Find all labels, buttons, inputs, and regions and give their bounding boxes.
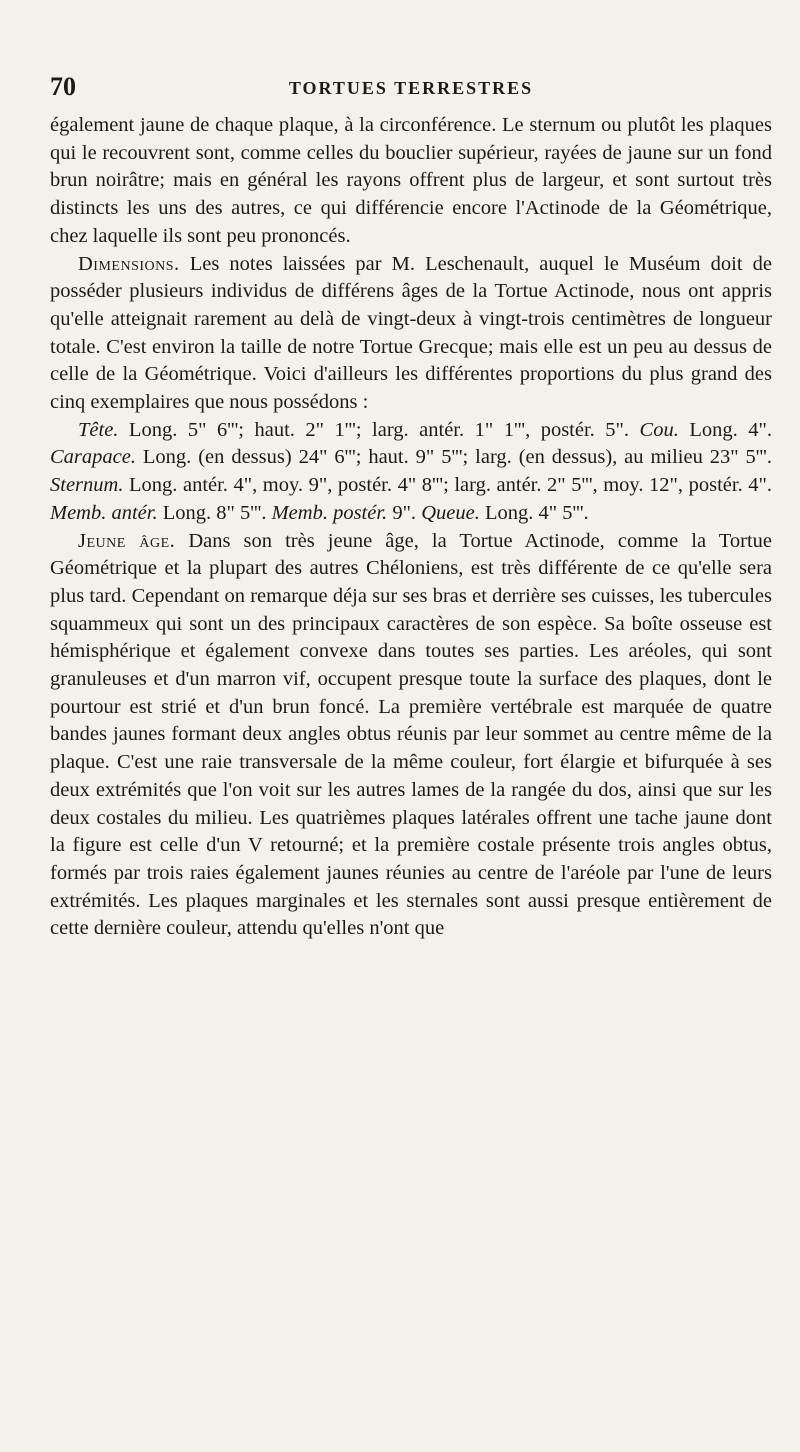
running-title: TORTUES TERRESTRES <box>288 78 534 98</box>
paragraph-dimensions <box>50 251 772 417</box>
paragraph-jeune-age <box>50 528 772 944</box>
measure-value-memb-poster: 9". <box>387 501 422 524</box>
book-page <box>50 72 772 943</box>
section-heading-jeune-age: Jeune âge. <box>78 529 176 552</box>
measure-value-memb-anter: Long. 8" 5'''. <box>157 501 272 524</box>
measure-label-carapace: Carapace. <box>50 446 136 469</box>
paragraph-text: Les notes laissées par M. Leschenault, auquel le Muséum doit de posséder plusieurs individus de différens âges de la Tortue Actinode, nous ont appris qu'elle atteignait rarement au delà de vingt-deux à vingt-trois centimètres de longueur totale. C'est environ la taille de notre Tortue Grecque; mais elle est un peu au dessus de celle de la Géométrique. Voici d'ailleurs les différentes proportions du plus grand des cinq exemplaires que nous possédons : <box>50 252 772 414</box>
measure-label-queue: Queue. <box>421 501 480 524</box>
measure-value-carapace: Long. (en dessus) 24" 6'''; haut. 9" 5'''; larg. (en dessus), au milieu 23" 5'''. <box>135 446 772 469</box>
measure-value-cou: Long. 4". <box>678 418 773 441</box>
body-text <box>50 112 772 943</box>
page-number: 70 <box>50 72 76 101</box>
measure-label-cou: Cou. <box>639 418 679 441</box>
measure-value-sternum: Long. antér. 4", moy. 9", postér. 4" 8'''; larg. antér. 2" 5''', moy. 12", postér. 4". <box>123 474 772 497</box>
section-heading-dimensions: Dimensions. <box>78 252 180 275</box>
measure-label-memb-anter: Memb. antér. <box>50 501 158 524</box>
measure-value-queue: Long. 4" 5'''. <box>479 501 589 524</box>
paragraph-text: également jaune de chaque plaque, à la circonférence. Le sternum ou plutôt les plaques qui le recouvrent sont, comme celles du bouclier supérieur, rayées de jaune sur un fond brun noirâtre; mais en général les rayons offrent plus de largeur, et sont surtout très distincts les uns des autres, ce qui différencie encore l'Actinode de la Géométrique, chez laquelle ils sont peu prononcés. <box>50 114 772 247</box>
paragraph-text: Dans son très jeune âge, la Tortue Actinode, comme la Tortue Géométrique et la plupart des autres Chéloniens, est très différente de ce qu'elle sera plus tard. Cependant on remarque déja sur ses bras et derrière ses cuisses, les tubercules squammeux qui sont un des principaux caractères de son espèce. Sa boîte osseuse est hémisphérique et également convexe dans toutes ses parties. Les aréoles, qui sont granuleuses et d'un marron vif, occupent presque toute la surface des plaques, dont le pourtour est strié et d'un brun foncé. La première vertébrale est marquée de quatre bandes jaunes formant deux angles obtus réunis par leur sommet au centre même de la plaque. C'est une raie transversale de la même couleur, fort élargie et bifurquée à ses deux extrémités que l'on voit sur les autres lames de la rangée du dos, ainsi que sur les deux costales du milieu. Les quatrièmes plaques latérales offrent une tache jaune dont la figure est celle d'un V retourné; et la première costale présente trois angles obtus, formés par trois raies également jaunes réunies au centre de l'aréole par l'une de leurs extrémités. Les plaques marginales et les sternales sont aussi presque entièrement de cette dernière couleur, attendu qu'elles n'ont que <box>50 529 773 940</box>
measure-label-tete: Tête. <box>78 418 119 441</box>
page-header <box>50 72 772 112</box>
paragraph-measurements <box>50 417 772 528</box>
measure-label-sternum: Sternum. <box>50 474 124 497</box>
measure-value-tete: Long. 5" 6'''; haut. 2" 1'''; larg. antér. 1" 1''', postér. 5". <box>118 418 640 441</box>
paragraph-coloration <box>50 112 772 251</box>
measure-label-memb-poster: Memb. postér. <box>271 501 388 524</box>
